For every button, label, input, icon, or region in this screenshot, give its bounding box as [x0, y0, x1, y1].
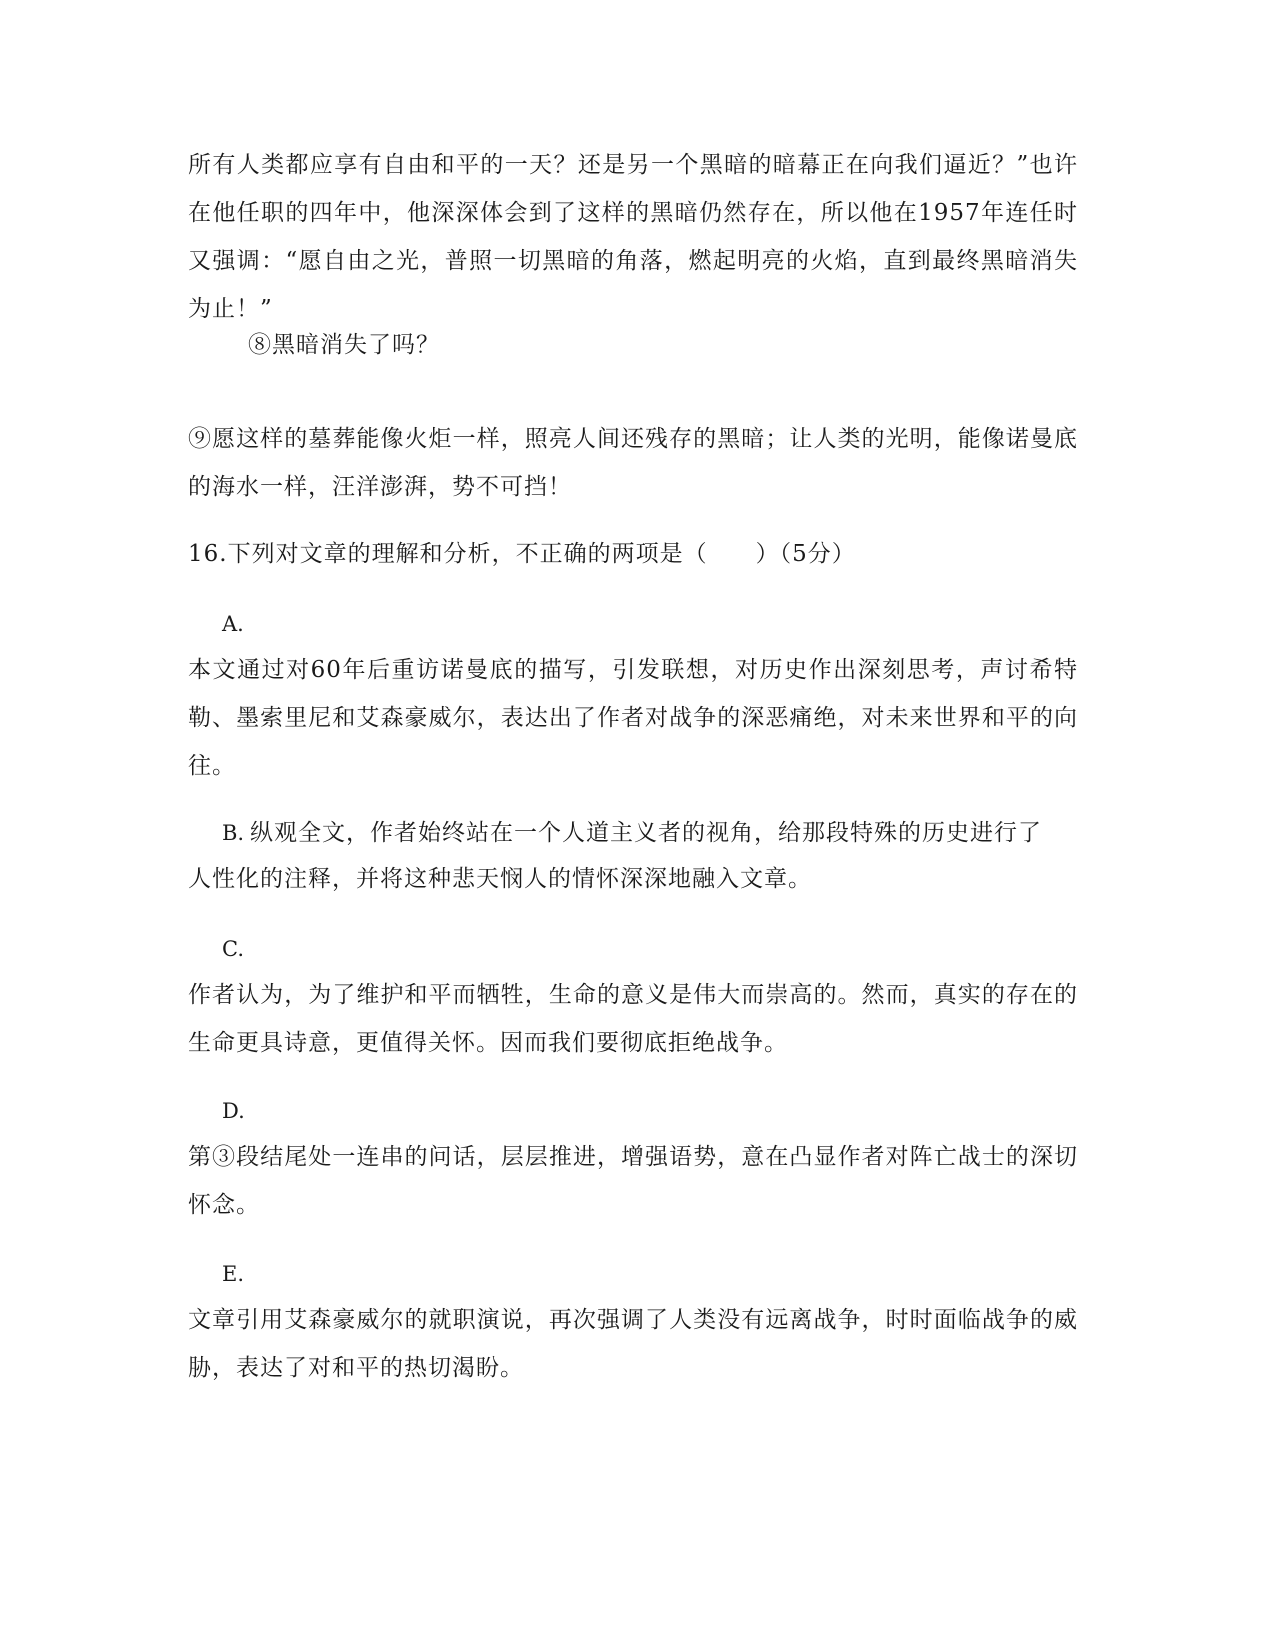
option-e-letter: E. [222, 1262, 245, 1286]
option-a-letter: A. [222, 612, 244, 636]
option-b-text-line1: 纵观全文，作者始终站在一个人道主义者的视角，给那段特殊的历史进行了 [250, 820, 1042, 846]
option-a-text: 本文通过对60年后重访诺曼底的描写，引发联想，对历史作出深刻思考，声讨希特勒、墨索里尼和艾森豪威尔，表达出了作者对战争的深恶痛绝，对未来世界和平的向往。 [188, 657, 1078, 779]
option-b-letter: B. [222, 821, 245, 845]
passage-paragraph-8: ⑧黑暗消失了吗？ [248, 332, 440, 358]
option-c-text: 作者认为，为了维护和平而牺牲，生命的意义是伟大而崇高的。然而，真实的存在的生命更具诗意，更值得关怀。因而我们要彻底拒绝战争。 [188, 982, 1078, 1056]
passage-paragraph-9: ⑨愿这样的墓葬能像火炬一样，照亮人间还残存的黑暗；让人类的光明，能像诺曼底的海水一样，汪洋澎湃，势不可挡！ [188, 426, 1078, 500]
passage-paragraph-continued: 所有人类都应享有自由和平的一天？还是另一个黑暗的暗幕正在向我们逼近？”也许在他任职的四年中，他深深体会到了这样的黑暗仍然存在，所以他在1957年连任时又强调：“愿自由之光，普照一切黑暗的角落，燃起明亮的火焰，直到最终黑暗消失为止！” [188, 152, 1078, 322]
option-d-text: 第③段结尾处一连串的问话，层层推进，增强语势，意在凸显作者对阵亡战士的深切怀念。 [188, 1144, 1078, 1218]
option-d-letter: D. [222, 1099, 245, 1123]
option-c-letter: C. [222, 937, 244, 961]
question-16-stem: 16.下列对文章的理解和分析，不正确的两项是（ ）（5分） [188, 541, 856, 567]
option-e-text: 文章引用艾森豪威尔的就职演说，再次强调了人类没有远离战争，时时面临战争的威胁，表达了对和平的热切渴盼。 [188, 1307, 1078, 1381]
option-b-text-line2: 人性化的注释，并将这种悲天悯人的情怀深深地融入文章。 [188, 866, 812, 892]
